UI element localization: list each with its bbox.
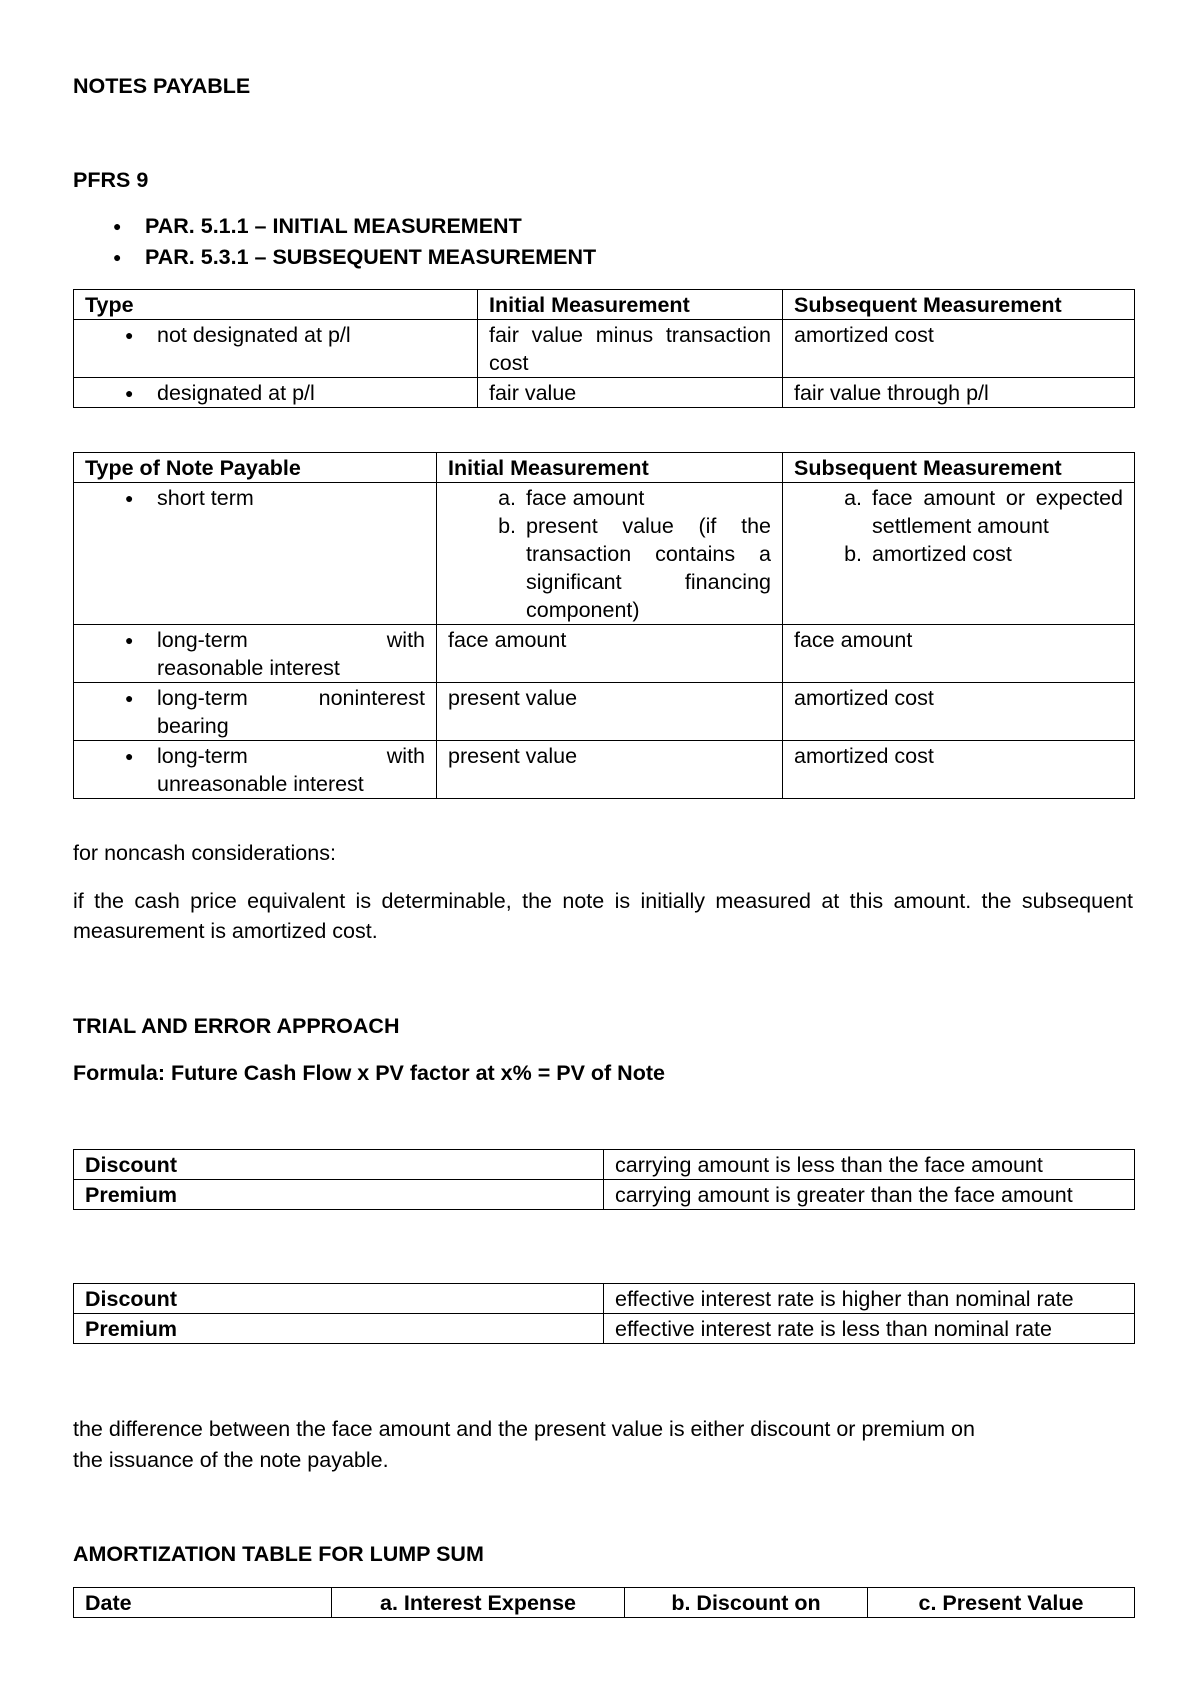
initial-cell: face amount (437, 625, 783, 683)
trial-heading: TRIAL AND ERROR APPROACH (73, 1014, 400, 1038)
table-header-row (74, 1588, 1135, 1618)
initial-options (448, 484, 771, 624)
subsequent-cell: face amount (783, 625, 1135, 683)
table-row (74, 741, 1135, 799)
type-line: ● long-term with (157, 744, 425, 768)
standard-heading: PFRS 9 (73, 168, 149, 192)
list-item: a. face amount or expected settlement amount (868, 484, 1123, 540)
type-line: unreasonable interest (157, 772, 364, 796)
subsequent-cell (783, 483, 1135, 625)
list-item: a. face amount (522, 484, 771, 512)
header-cell: Subsequent Measurement (783, 453, 1135, 483)
header-cell: Date (74, 1588, 332, 1618)
table-row (74, 683, 1135, 741)
type-text: ● short term (85, 484, 425, 512)
initial-cell: present value (437, 741, 783, 799)
desc-cell: carrying amount is less than the face amount (604, 1150, 1135, 1180)
type-line: ● long-term noninterest (157, 686, 425, 710)
type-line: reasonable interest (157, 656, 340, 680)
paragraph-item: ● PAR. 5.1.1 – INITIAL MEASUREMENT (73, 211, 596, 242)
type-cell (74, 483, 437, 625)
difference-line: the difference between the face amount and the present value is either discount or premium on (73, 1417, 975, 1441)
table-row (74, 625, 1135, 683)
label-cell: Discount (74, 1150, 604, 1180)
paragraph-item: ● PAR. 5.3.1 – SUBSEQUENT MEASUREMENT (73, 242, 596, 273)
header-cell: Initial Measurement (437, 453, 783, 483)
initial-cell (437, 483, 783, 625)
type-text (85, 626, 425, 682)
table-row (74, 320, 1135, 378)
table-row (74, 483, 1135, 625)
type-cell (74, 683, 437, 741)
type-text (85, 742, 425, 798)
interest-rate-table (73, 1283, 1135, 1344)
header-cell: c. Present Value (868, 1588, 1135, 1618)
label-cell: Premium (74, 1314, 604, 1344)
list-item: b. present value (if the transaction contains a significant financing component) (522, 512, 771, 624)
label-cell: Premium (74, 1180, 604, 1210)
desc-cell: carrying amount is greater than the face amount (604, 1180, 1135, 1210)
header-cell: b. Discount on (625, 1588, 868, 1618)
table-row (74, 1314, 1135, 1344)
noncash-label: for noncash considerations: (73, 841, 336, 865)
list-item: b. amortized cost (868, 540, 1123, 568)
type-line: bearing (157, 714, 229, 738)
header-cell: Subsequent Measurement (783, 290, 1135, 320)
type-cell (74, 625, 437, 683)
amortization-table (73, 1587, 1135, 1618)
subsequent-cell: amortized cost (783, 320, 1135, 378)
subsequent-options (794, 484, 1123, 568)
formula-text: Formula: Future Cash Flow x PV factor at x% = PV of Note (73, 1061, 665, 1085)
subsequent-cell: amortized cost (783, 741, 1135, 799)
desc-cell: effective interest rate is less than nominal rate (604, 1314, 1135, 1344)
subsequent-cell: fair value through p/l (783, 378, 1135, 408)
noncash-text: if the cash price equivalent is determinable, the note is initially measured at this amount. the subsequent measurement is amortized cost. (73, 889, 1133, 943)
paragraph-list (73, 211, 596, 273)
amortization-heading: AMORTIZATION TABLE FOR LUMP SUM (73, 1542, 484, 1566)
table-header-row (74, 453, 1135, 483)
type-text: ● not designated at p/l (85, 321, 466, 349)
carrying-amount-table (73, 1149, 1135, 1210)
initial-cell: present value (437, 683, 783, 741)
type-text: ● designated at p/l (85, 379, 466, 407)
table-row (74, 1150, 1135, 1180)
initial-cell: fair value minus transaction cost (478, 320, 783, 378)
note-payable-table (73, 452, 1135, 799)
table-row (74, 1284, 1135, 1314)
table-header-row (74, 290, 1135, 320)
type-cell (74, 378, 478, 408)
header-cell: a. Interest Expense (332, 1588, 625, 1618)
label-cell: Discount (74, 1284, 604, 1314)
initial-cell: fair value (478, 378, 783, 408)
header-cell: Initial Measurement (478, 290, 783, 320)
type-cell (74, 320, 478, 378)
desc-cell: effective interest rate is higher than nominal rate (604, 1284, 1135, 1314)
type-text (85, 684, 425, 740)
type-line: ● long-term with (157, 628, 425, 652)
measurement-table (73, 289, 1135, 408)
table-row (74, 378, 1135, 408)
subsequent-cell: amortized cost (783, 683, 1135, 741)
type-cell (74, 741, 437, 799)
doc-title: NOTES PAYABLE (73, 74, 251, 98)
table-row (74, 1180, 1135, 1210)
header-cell: Type (74, 290, 478, 320)
header-cell: Type of Note Payable (74, 453, 437, 483)
difference-line: the issuance of the note payable. (73, 1448, 389, 1472)
difference-text (73, 1414, 975, 1476)
